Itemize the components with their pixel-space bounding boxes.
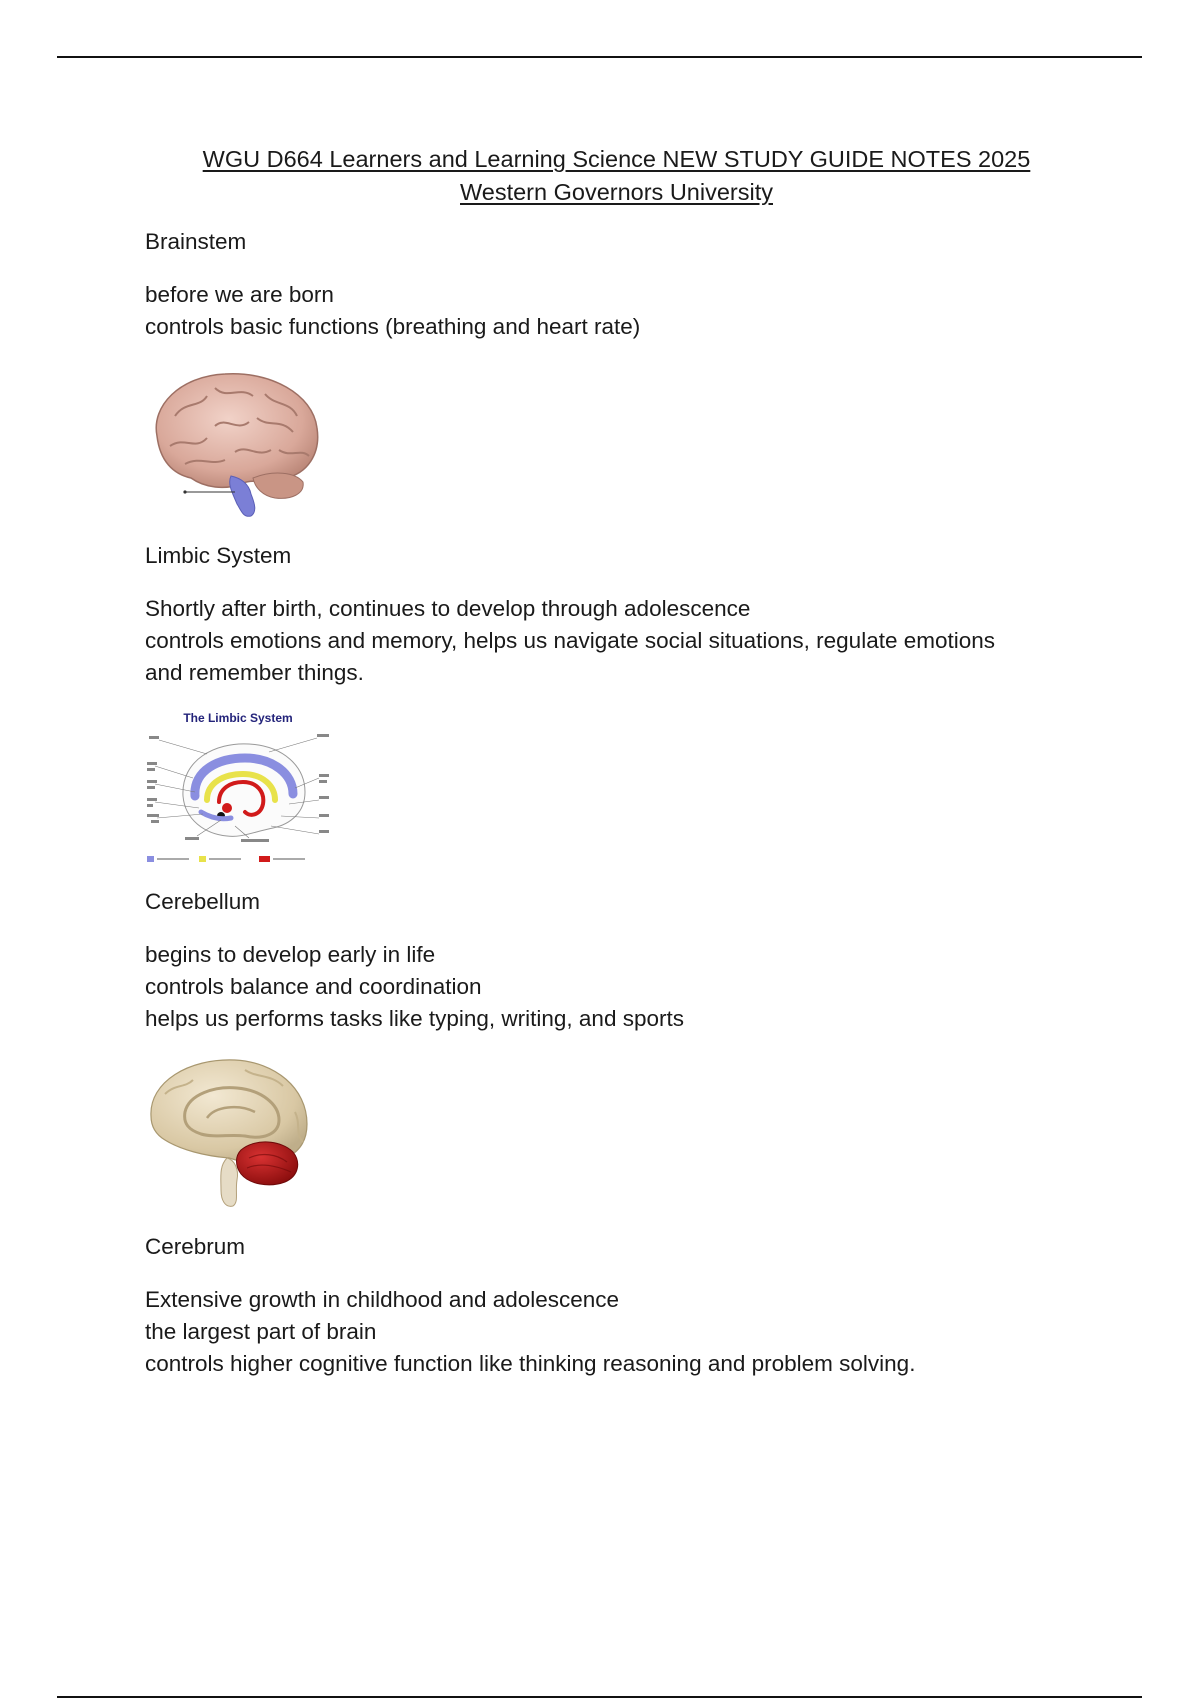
section-heading-brainstem: Brainstem: [145, 229, 247, 254]
text-line: controls balance and coordination: [145, 974, 482, 999]
cerebellum-figure: [145, 1054, 315, 1215]
text-line: controls basic functions (breathing and heart rate): [145, 314, 641, 339]
title-line-2: Western Governors University: [460, 179, 773, 205]
limbic-system-figure: [145, 708, 331, 873]
section-text-brainstem: [145, 279, 640, 343]
section-heading-cerebrum: Cerebrum: [145, 1234, 246, 1259]
section-text-cerebellum: [145, 939, 684, 1035]
text-line: Extensive growth in childhood and adolescence: [145, 1287, 620, 1312]
title-line-1: WGU D664 Learners and Learning Science NEW STUDY GUIDE NOTES 2025: [202, 146, 1031, 172]
section-text-cerebrum: [145, 1284, 915, 1380]
top-rule: [57, 56, 1142, 58]
section-text-limbic-system: [145, 593, 995, 689]
text-line: the largest part of brain: [145, 1319, 377, 1344]
section-heading-cerebellum: Cerebellum: [145, 889, 261, 914]
brain-cerebellum-icon: [145, 1054, 315, 1210]
brainstem-figure: [145, 366, 325, 523]
text-line: before we are born: [145, 282, 334, 307]
bottom-rule: [57, 1696, 1142, 1698]
text-line: Shortly after birth, continues to develop through adolescence: [145, 596, 751, 621]
text-line: and remember things.: [145, 660, 364, 685]
brain-brainstem-icon: [145, 366, 325, 518]
text-line: helps us performs tasks like typing, writing, and sports: [145, 1006, 684, 1031]
section-heading-limbic-system: Limbic System: [145, 543, 292, 568]
limbic-figure-title: The Limbic System: [183, 711, 293, 725]
document-title: [0, 143, 1200, 209]
limbic-system-diagram-icon: [145, 708, 331, 868]
text-line: controls higher cognitive function like thinking reasoning and problem solving.: [145, 1351, 916, 1376]
text-line: controls emotions and memory, helps us navigate social situations, regulate emotions: [145, 628, 996, 653]
text-line: begins to develop early in life: [145, 942, 436, 967]
